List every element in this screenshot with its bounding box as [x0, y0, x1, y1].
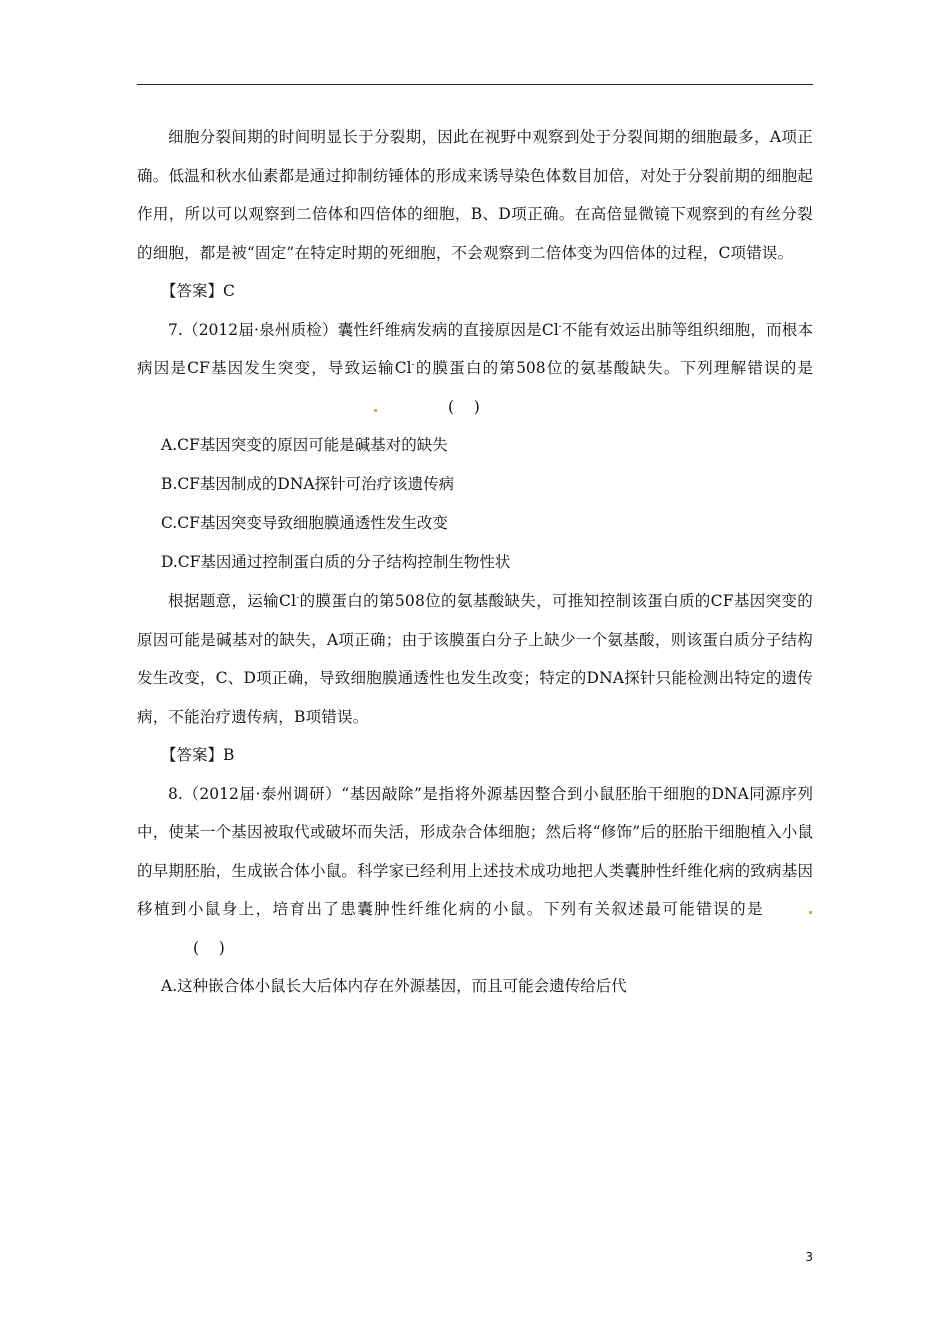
answer-blank: ( ): [448, 397, 480, 416]
question-7: 7.（2012届·泉州质检）囊性纤维病发病的直接原因是Cl-不能有效运出肺等组织细胞，而根本病因是CF基因发生突变，导致运输Cl-的膜蛋白的第508位的氨基酸缺失。下列理解错误的是( ): [137, 320, 813, 416]
q7-option-a: A.CF基因突变的原因可能是碱基对的缺失: [161, 436, 448, 454]
page-content: [137, 118, 813, 1006]
page-number: 3: [805, 1250, 813, 1264]
q7-option-c: C.CF基因突变导致细胞膜通透性发生改变: [161, 514, 448, 532]
question-8: 8.（2012届·泰州调研）“基因敲除”是指将外源基因整合到小鼠胚胎干细胞的DNA同源序列中，使某一个基因被取代或破坏而失活，形成杂合体细胞；然后将“修饰”后的胚胎干细胞植入小鼠的早期胚胎，生成嵌合体小鼠。科学家已经利用上述技术成功地把人类囊肿性纤维化病的致病基因移植到小鼠身上，培育出了患囊肿性纤维化病的小鼠。下列有关叙述最可能错误的是( ): [137, 784, 813, 957]
answer-q6: 【答案】C: [161, 282, 235, 300]
q7-option-d: D.CF基因通过控制蛋白质的分子结构控制生物性状: [161, 553, 511, 571]
explanation-q6: 细胞分裂间期的时间明显长于分裂期，因此在视野中观察到处于分裂间期的细胞最多，A项正确。低温和秋水仙素都是通过抑制纺锤体的形成来诱导染色体数目加倍，对处于分裂前期的细胞起作用，所以可以观察到二倍体和四倍体的细胞，B、D项正确。在高倍显微镜下观察到的有丝分裂的细胞，都是被“固定”在特定时期的死细胞，不会观察到二倍体变为四倍体的过程，C项错误。: [137, 128, 813, 262]
q8-option-a: A.这种嵌合体小鼠长大后体内存在外源基因，而且可能会遗传给后代: [161, 977, 627, 995]
q7-option-b: B.CF基因制成的DNA探针可治疗该遗传病: [161, 475, 455, 493]
answer-q7: 【答案】B: [161, 746, 235, 764]
answer-blank: ( ): [193, 938, 225, 957]
header-rule: [137, 84, 813, 85]
explanation-q7: 根据题意，运输Cl-的膜蛋白的第508位的氨基酸缺失，可推知控制该蛋白质的CF基因突变的原因可能是碱基对的缺失，A项正确；由于该膜蛋白分子上缺少一个氨基酸，则该蛋白质分子结构发生改变，C、D项正确，导致细胞膜通透性也发生改变；特定的DNA探针只能检测出特定的遗传病，不能治疗遗传病，B项错误。: [137, 592, 813, 726]
